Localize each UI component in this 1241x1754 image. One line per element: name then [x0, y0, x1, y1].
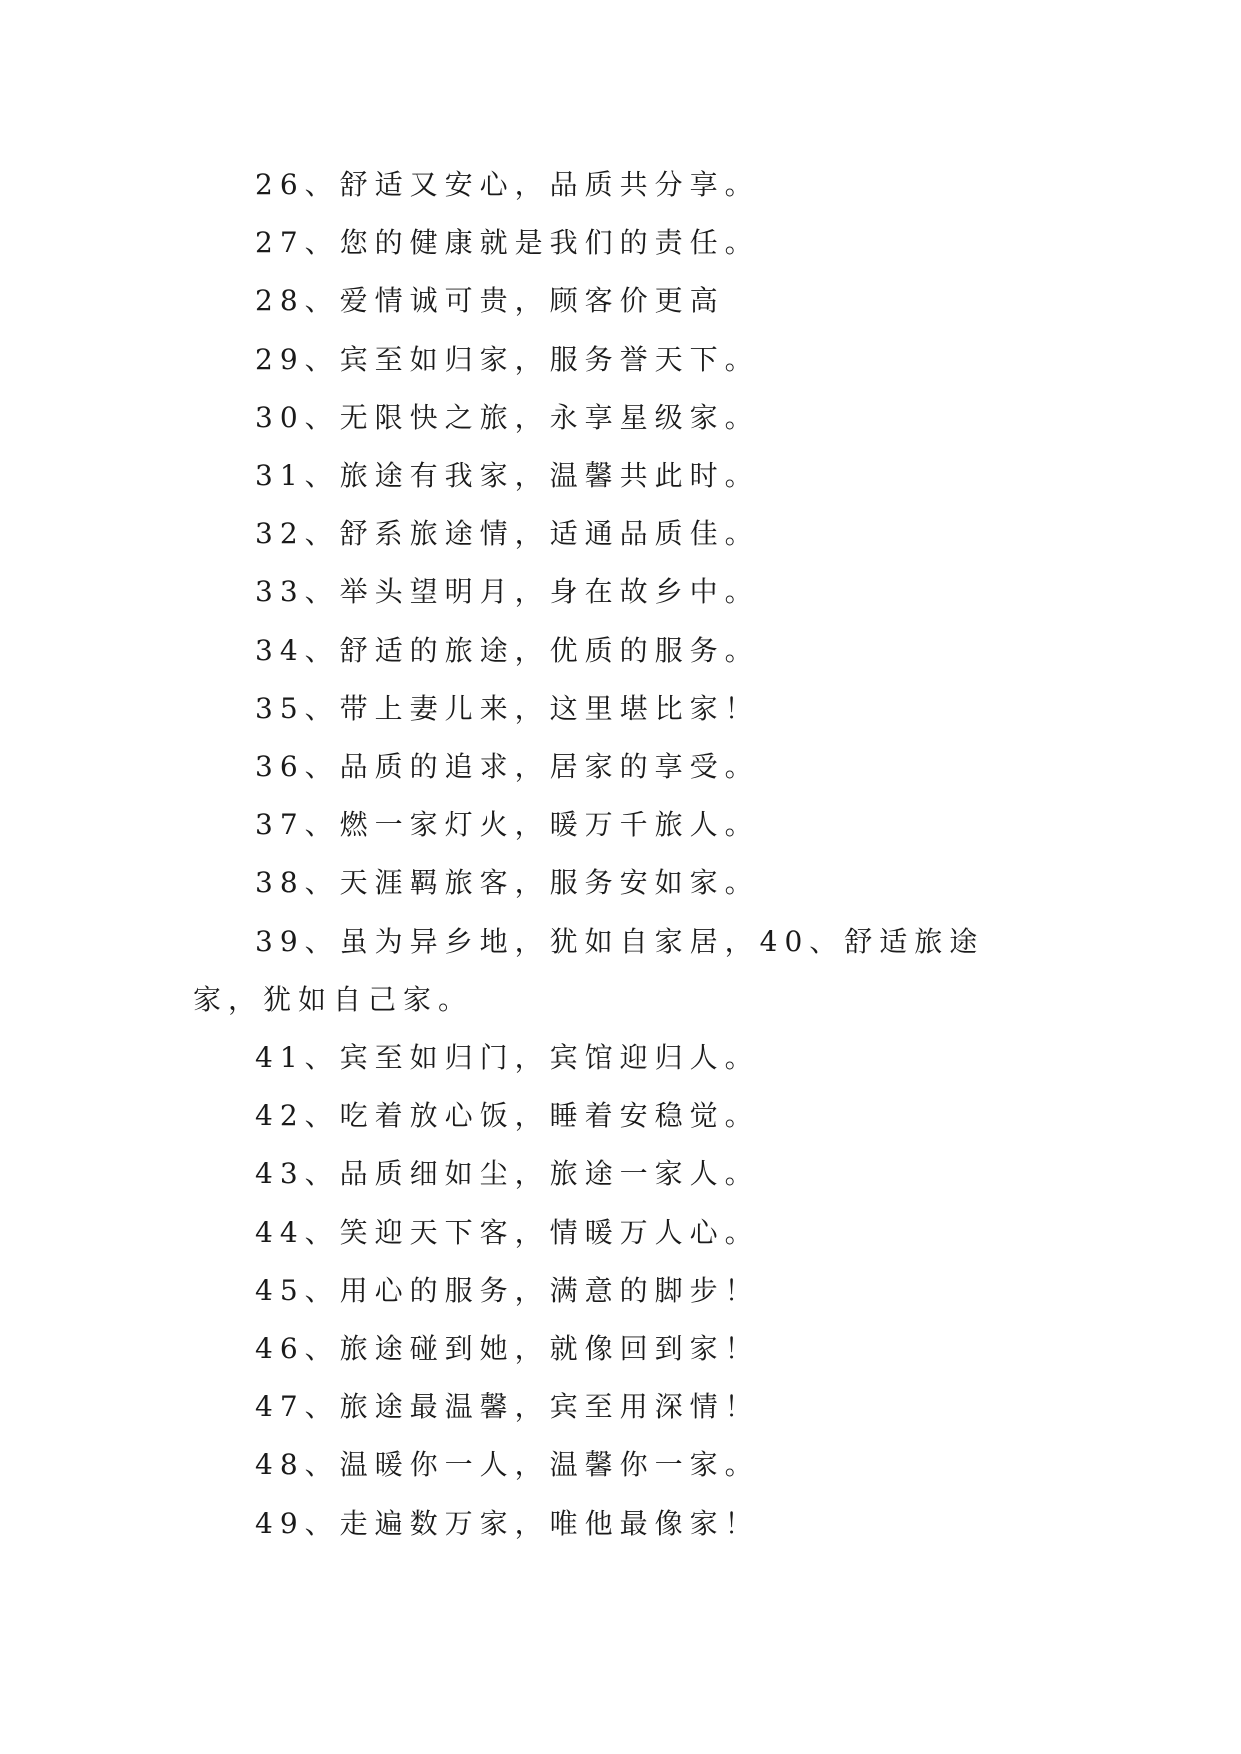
slogan-item-41: 41、宾至如归门，宾馆迎归人。	[255, 1041, 760, 1075]
slogan-item-44: 44、笑迎天下客，情暖万人心。	[255, 1215, 760, 1249]
slogan-item-43: 43、品质细如尘，旅途一家人。	[255, 1157, 760, 1191]
slogan-item-47: 47、旅途最温馨，宾至用深情！	[255, 1390, 760, 1424]
slogan-item-32: 32、舒系旅途情，适通品质佳。	[255, 517, 760, 551]
slogan-item-27: 27、您的健康就是我们的责任。	[255, 226, 760, 260]
slogan-item-48: 48、温暖你一人，温馨你一家。	[255, 1448, 760, 1482]
slogan-item-34: 34、舒适的旅途，优质的服务。	[255, 633, 760, 667]
slogan-item-30: 30、无限快之旅，永享星级家。	[255, 400, 760, 434]
slogan-item-37: 37、燃一家灯火，暖万千旅人。	[255, 808, 760, 842]
slogan-item-49: 49、走遍数万家，唯他最像家！	[255, 1506, 760, 1540]
slogan-item-35: 35、带上妻儿来，这里堪比家！	[255, 691, 760, 725]
slogan-item-26: 26、舒适又安心，品质共分享。	[255, 168, 760, 201]
slogan-item-28: 28、爱情诚可贵，顾客价更高	[255, 284, 725, 318]
slogan-item-36: 36、品质的追求，居家的享受。	[255, 750, 760, 784]
slogan-item-42: 42、吃着放心饭，睡着安稳觉。	[255, 1099, 760, 1133]
slogan-item-46: 46、旅途碰到她，就像回到家！	[255, 1332, 760, 1366]
slogan-item-31: 31、旅途有我家，温馨共此时。	[255, 459, 760, 493]
slogan-item-38: 38、天涯羁旅客，服务安如家。	[255, 866, 760, 900]
document-body	[193, 156, 1053, 1553]
slogan-item-33: 33、举头望明月，身在故乡中。	[255, 575, 760, 609]
slogan-item-29: 29、宾至如归家，服务誉天下。	[255, 342, 760, 376]
slogan-item-39-40: 39、虽为异乡地，犹如自家居，40、舒适旅途家，犹如自己家。	[193, 924, 985, 1016]
slogan-item-45: 45、用心的服务，满意的脚步！	[255, 1273, 760, 1307]
